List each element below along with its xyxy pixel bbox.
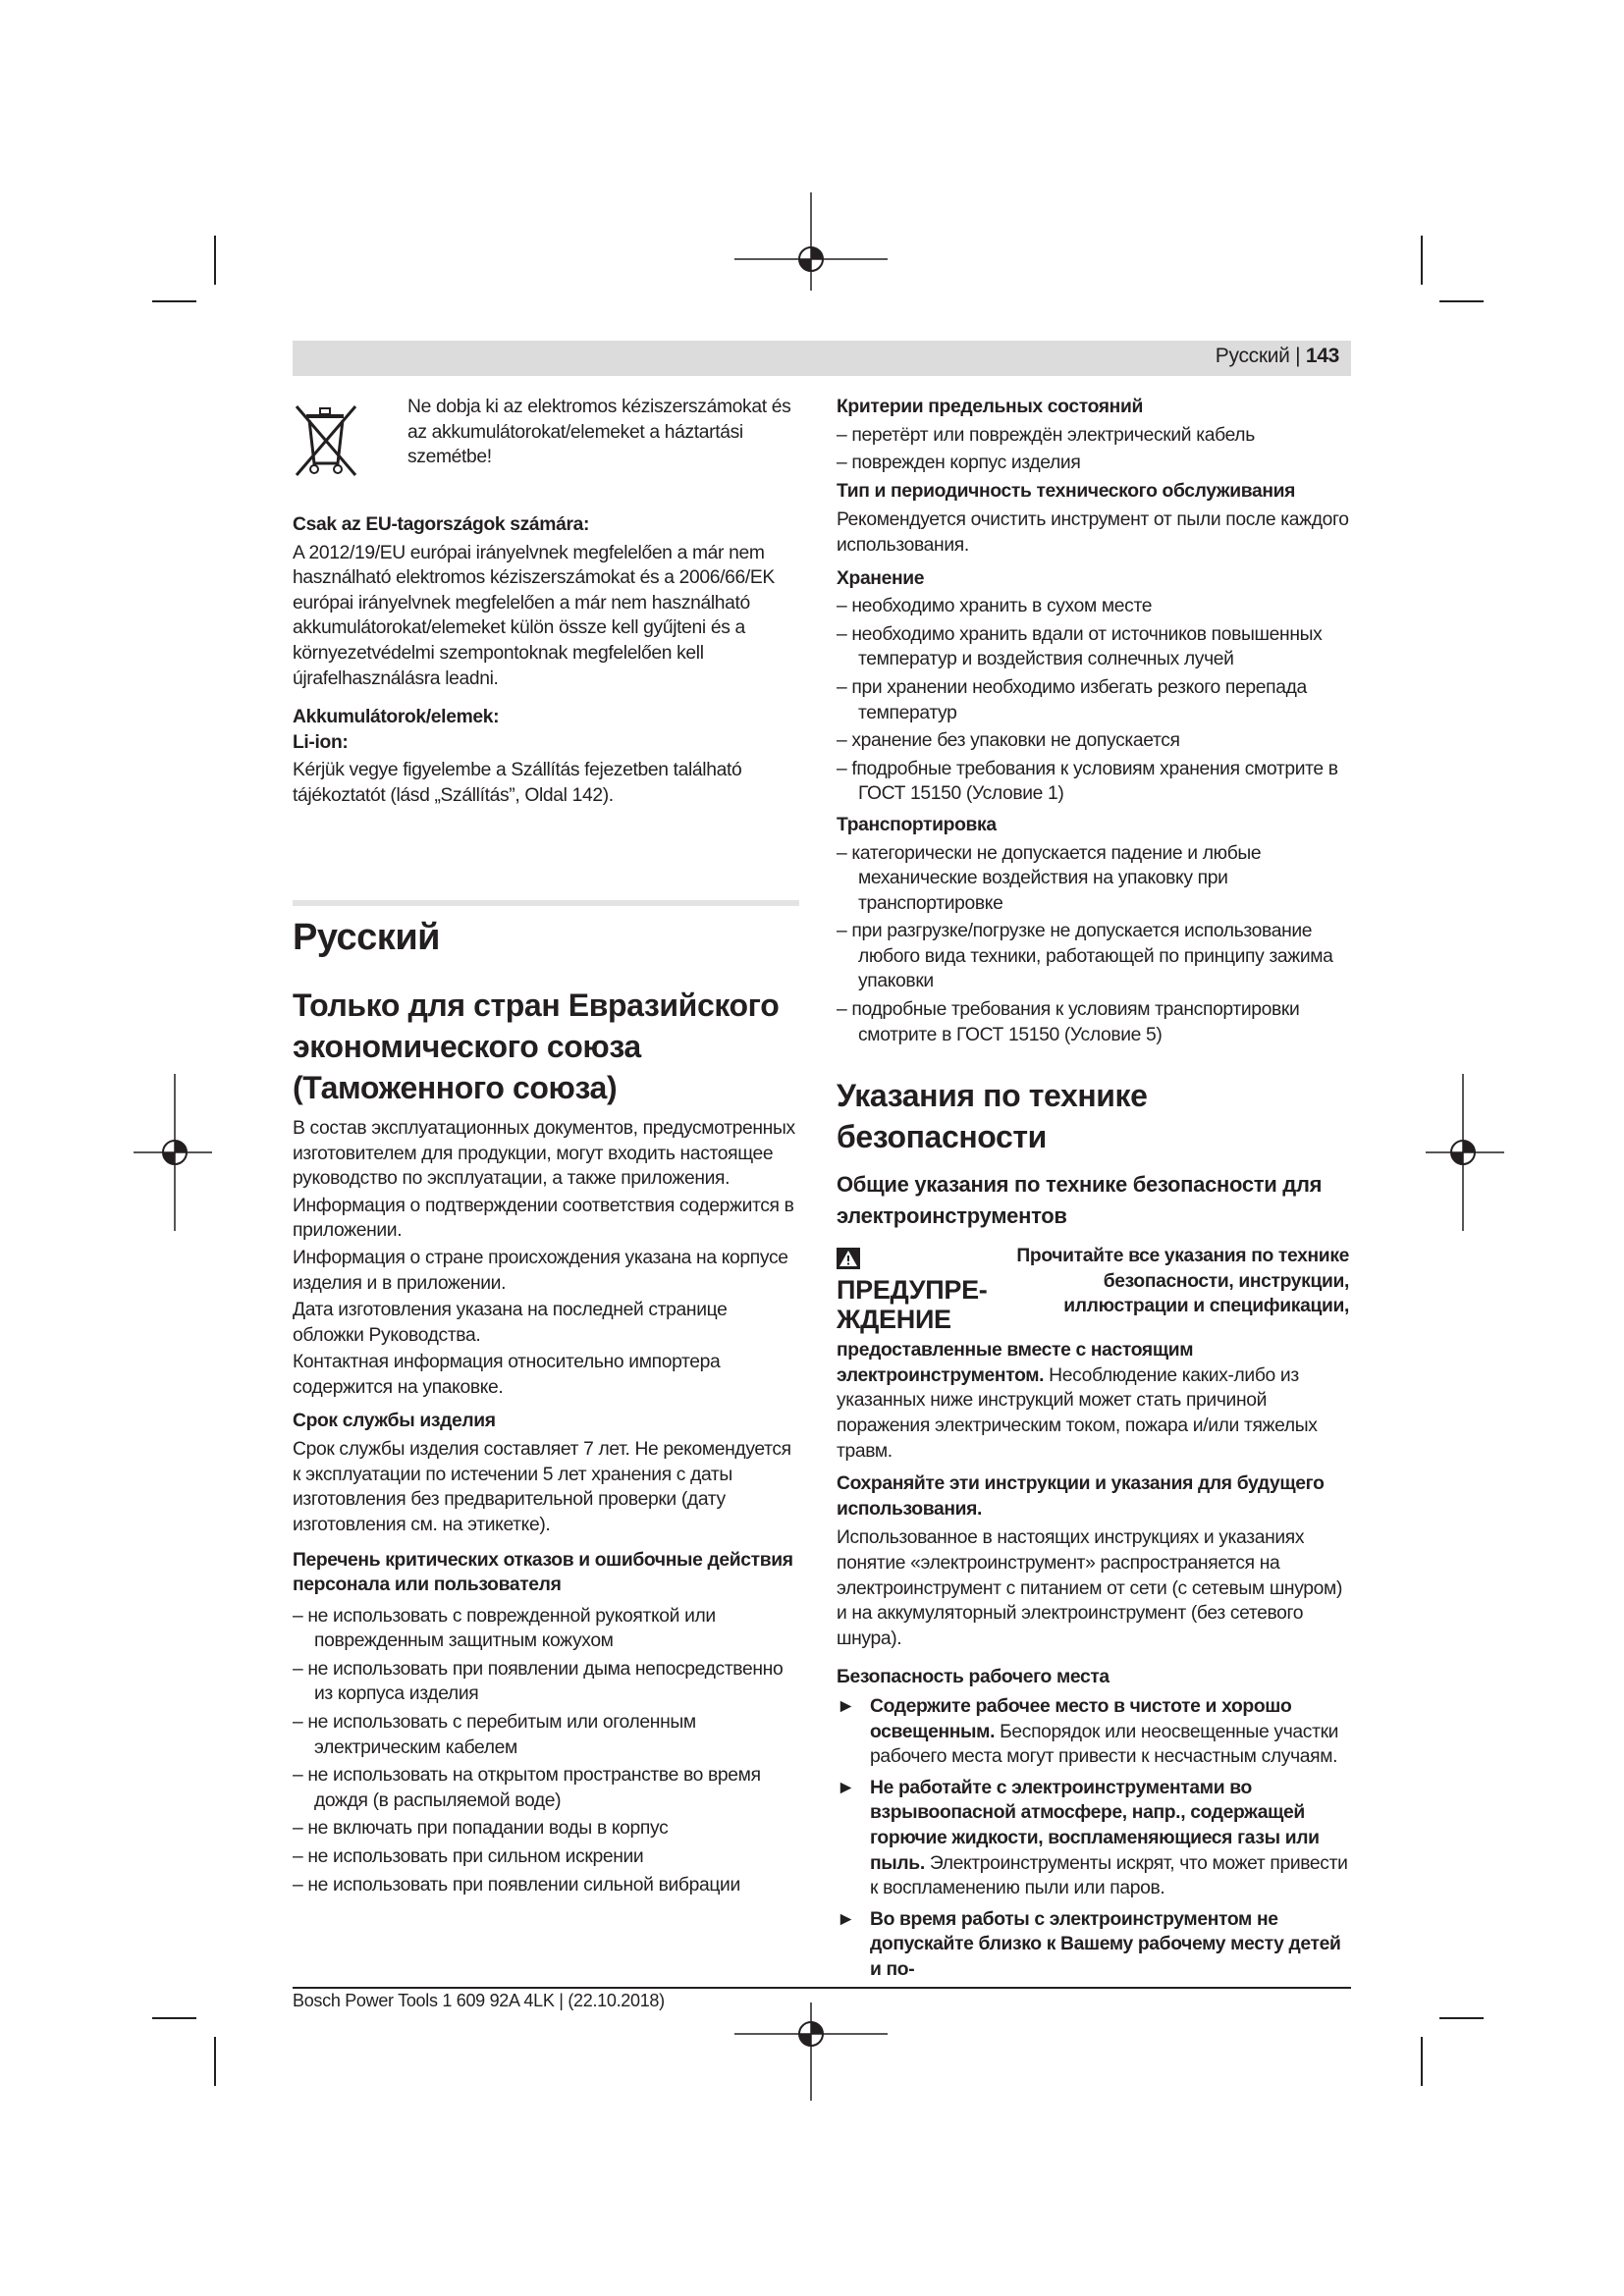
list-item: – не использовать с поврежденной рукояткой или поврежденным защитным кожухом (293, 1605, 716, 1652)
list-item: – подробные требования к условиям транспортировки смотрите в ГОСТ 15150 (Условие 5) (837, 999, 1300, 1045)
safety-title: Указания по технике безопасности (837, 1078, 1148, 1155)
life-text: Срок службы изделия составляет 7 лет. Не рекомендуется к эксплуатации по истечении 5 лет хранения с даты изготовления без предварительной проверки (дату изготовления см. на этикетке). (293, 1439, 791, 1535)
paragraph: В состав эксплуатационных документов, предусмотренных изготовителем для продукции, могут входить настоящее руководство по эксплуатации, а также приложения. (293, 1118, 795, 1190)
disposal-text: Ne dobja ki az elektromos kéziszerszámokat és az akkumulátorokat/elemeket a háztartási szemétbe! (407, 397, 791, 468)
list-item: – необходимо хранить в сухом месте (837, 596, 1153, 617)
list-item: – хранение без упаковки не допускается (837, 730, 1180, 752)
eaeu-heading: Только для стран Евразийского экономического союза (Таможенного союза) (293, 988, 780, 1105)
footer (293, 1991, 665, 2011)
definition-text: Использованное в настоящих инструкциях и указаниях понятие «электроинструмент» распространяется на электроинструмент с питанием от сети (с сетевым шнуром) и на аккумуляторный электроинструмент (без сетевого шнура). (837, 1527, 1343, 1649)
paragraph: Информация о подтверждении соответствия содержится в приложении. (293, 1195, 794, 1242)
item-text: Беспорядок или неосвещенные участки рабочего места могут привести к несчастным случаям. (870, 1721, 1339, 1768)
header-language: Русский (1215, 345, 1290, 367)
page-header (293, 341, 1351, 376)
bullet-marker: ► (837, 1695, 855, 1717)
list-item: – перетёрт или повреждён электрический кабель (837, 424, 1255, 446)
failures-heading: Перечень критических отказов и ошибочные действия персонала или пользователя (293, 1549, 793, 1596)
list-item: – не использовать при сильном искрении (293, 1846, 644, 1868)
header-text: Русский | 143 (1215, 345, 1339, 367)
paragraph: Информация о стране происхождения указана на корпусе изделия и в приложении. (293, 1247, 788, 1294)
list-item: – не включать при попадании воды в корпус (293, 1818, 669, 1840)
right-column (837, 395, 1349, 1983)
liion-text: Kérjük vegye figyelembe a Szállítás fejezetben található tájékoztatót (lásd „Szállítás”, Oldal 142). (293, 760, 742, 806)
warning-triangle-icon (837, 1246, 860, 1275)
list-item (837, 1694, 1349, 1770)
footer-rule (293, 1987, 1351, 1989)
storage-heading: Хранение (837, 567, 925, 589)
warning-block (837, 1244, 1349, 1334)
intro-paragraphs (293, 1116, 797, 1401)
section-title: Русский (293, 917, 441, 958)
warning-label-box (837, 1244, 1010, 1334)
list-item: – не использовать при появлении дыма непосредственно из корпуса изделия (293, 1658, 784, 1705)
registration-mark-icon (734, 2002, 888, 2101)
eu-text: A 2012/19/EU európai irányelvnek megfelelően a már nem használható elektromos kéziszerszámokat és a 2006/66/EK európai irányelvnek megfelelően a már nem használható akkumulátorokat/elemeket külön össze kell gyűjteni és a környezetvédelmi szempontoknak megfelelően kell újrafelhasználásra leadni. (293, 542, 775, 689)
crop-mark (214, 236, 216, 285)
disposal-notice (407, 395, 800, 470)
workplace-heading: Безопасность рабочего места (837, 1667, 1110, 1688)
bullet-marker: ► (837, 1777, 855, 1798)
item-text: Электроинструменты искрят, что может привести к воспламенению пыли или паров. (870, 1852, 1348, 1899)
registration-mark-icon (134, 1074, 212, 1231)
maint-heading: Тип и периодичность технического обслуживания (837, 480, 1296, 502)
eu-heading: Csak az EU-tagországok számára: (293, 514, 590, 535)
footer-text: Bosch Power Tools 1 609 92A 4LK | (22.10.2018) (293, 1991, 665, 2010)
general-heading: Общие указания по технике безопасности для электроинструментов (837, 1172, 1323, 1229)
limit-heading: Критерии предельных состояний (837, 397, 1143, 417)
crop-mark (1421, 2037, 1423, 2086)
list-item (837, 1776, 1349, 1901)
page-number: 143 (1305, 345, 1339, 367)
list-item: – fподробные требования к условиям хранения смотрите в ГОСТ 15150 (Условие 1) (837, 758, 1338, 805)
list-item (837, 1907, 1349, 1983)
list-item: – не использовать с перебитым или оголенным электрическим кабелем (293, 1712, 696, 1758)
paragraph: Дата изготовления указана на последней странице обложки Руководства. (293, 1300, 728, 1346)
left-column (293, 512, 797, 809)
list-item: – при хранении необходимо избегать резкого перепада температур (837, 676, 1307, 723)
life-heading: Срок службы изделия (293, 1410, 496, 1431)
list-item: – не использовать на открытом пространстве во время дождя (в распыляемой воде) (293, 1765, 761, 1811)
warning-cont-text: Несоблюдение каких-либо из указанных ниже инструкций может стать причиной поражения электрическим током, пожара и/или тяжелых травм. (837, 1364, 1318, 1462)
list-item: – при разгрузке/погрузке не допускается использование любого вида техники, работающей по принципу зажима упаковки (837, 921, 1333, 992)
crop-mark (152, 300, 196, 302)
registration-mark-icon (1426, 1074, 1504, 1231)
crop-mark (1439, 2017, 1484, 2019)
item-bold: Не работайте с электроинструментами во взрывоопасной атмосфере, напр., содержащей горючие жидкости, воспламеняющиеся газы или пыль. (870, 1777, 1320, 1874)
warning-text: Прочитайте все указания по технике безопасности, инструкции, иллюстрации и спецификации, (1016, 1246, 1349, 1317)
akku-heading: Akkumulátorok/elemek: (293, 707, 500, 728)
crop-mark (152, 2017, 196, 2019)
item-bold: Содержите рабочее место в чистоте и хорошо освещенным. (870, 1695, 1292, 1742)
transport-heading: Транспортировка (837, 814, 997, 835)
registration-mark-icon (734, 192, 888, 291)
warning-label: ПРЕДУПРЕ- ЖДЕНИЕ (837, 1275, 988, 1335)
crop-mark (1439, 300, 1484, 302)
warning-continuation (837, 1338, 1349, 1464)
crop-mark (214, 2037, 216, 2086)
warning-cont-bold: предоставленные вместе с настоящим электроинструментом. (837, 1340, 1194, 1386)
liion-heading: Li-ion: (293, 731, 349, 753)
weee-bin-icon (291, 400, 361, 479)
list-item: – категорически не допускается падение и любые механические воздействия на упаковку при транспортировке (837, 842, 1262, 914)
keep-heading: Сохраняйте эти инструкции и указания для будущего использования. (837, 1473, 1325, 1520)
failures-list (293, 1604, 797, 1898)
section-rule (293, 900, 799, 906)
item-bold: Во время работы с электроинструментом не допускайте близко к Вашему рабочему месту детей и по- (870, 1908, 1341, 1980)
bullet-marker: ► (837, 1908, 855, 1930)
list-item: – не использовать при появлении сильной вибрации (293, 1874, 740, 1896)
list-item: – необходимо хранить вдали от источников повышенных температур и воздействия солнечных лучей (837, 623, 1323, 670)
russian-section (293, 916, 797, 1897)
paragraph: Контактная информация относительно импортера содержится на упаковке. (293, 1352, 721, 1398)
crop-mark (1421, 236, 1423, 285)
maint-text: Рекомендуется очистить инструмент от пыли после каждого использования. (837, 509, 1349, 556)
list-item: – поврежден корпус изделия (837, 453, 1081, 474)
